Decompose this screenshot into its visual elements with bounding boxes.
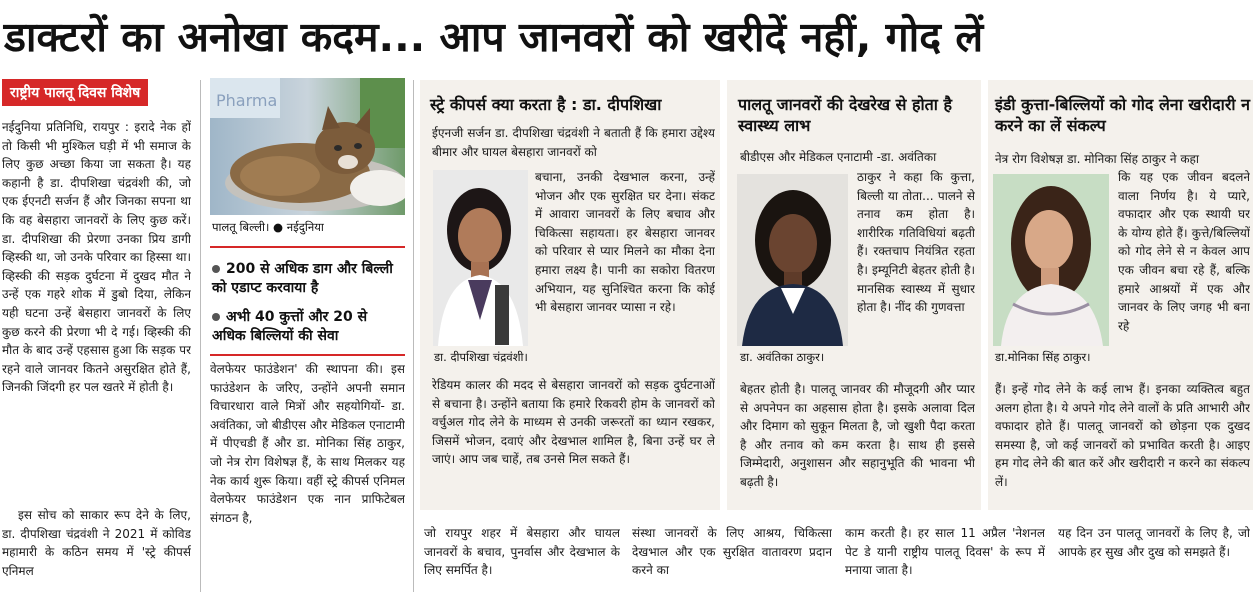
bottom-col-3: काम करती है। हर साल 11 अप्रैल 'नेशनल पेट डे यानी राष्ट्रीय पालतू दिवस' के रूप में मनाया जाता है। [845, 526, 1045, 578]
column-1-text: नईदुनिया प्रतिनिधि, रायपुर : इरादे नेक हों तो किसी भी मुश्किल घड़ी में भी समाज के लिए कुछ अच्छा किया जा सकता है। यह कहानी है डा. दीपशिखा चंद्रवंशी की, जो एक ईएनटी सर्जन हैं और जिनका सपना था कि वह बेसहारा जानवरों के लिए कुछ करें। डा. दीपशिखा की प्रेरणा उनका प्रिय डागी व्हिस्की था, जो उनके परिवार का हिस्सा था। व्हिस्की की सड़क दुर्घटना में दुखद मौत ने उन्हें एक गहरे शोक में डुबो दिया, लेकिन यही घटना उन्हें बेसहारा जानवरों के लिए कुछ करने की प्रेरणा भी दे गई। व्हिस्की की मौत के बाद उन्हें एहसास हुआ कि सड़क पर रहने वाले जानवर कितने असुरक्षित होते हैं, जिनकी जिंदगी हर पल खतरे में होती है। [2, 120, 191, 395]
portrait-caption-avantika: डा. अवंतिका ठाकुर। [740, 350, 825, 364]
panel-1-bottom-text: रेडियम कालर की मदद से बेसहारा जानवरों को सड़क दुर्घटनाओं से बचाना है। उन्होंने बताया कि हमारे रिकवरी होम के जानवरों को वर्चुअल गोद लेने के माध्यम से उनकी जरूरतों का ध्यान रखकर, जिसमें भोजन, दवाएं और देखभाल शामिल है, बिना उन्हें घर ले जाएं। आप जब चाहें, तब उनसे मिल सकते हैं। [432, 378, 715, 467]
panel-3-intro: नेत्र रोग विशेषज्ञ डा. मोनिका सिंह ठाकुर ने कहा [995, 152, 1200, 166]
panel-1-heading: स्ट्रे कीपर्स क्या करता है : डा. दीपशिखा [430, 95, 662, 114]
bottom-col-2: संस्था जानवरों के लिए आश्रय, चिकित्सा देखभाल और एक सुरक्षित वातावरण प्रदान करने का [632, 526, 832, 578]
column-separator [200, 80, 201, 592]
cat-photo [210, 78, 405, 215]
bottom-col-4: यह दिन उन पालतू जानवरों के लिए है, जो आपके हर सुख और दुख को समझते हैं। [1058, 526, 1250, 559]
divider [210, 246, 405, 248]
panel-3-bottom-text: हैं। इन्हें गोद लेने के कई लाभ हैं। इनका व्यक्तित्व बहुत अलग होता है। ये अपने गोद लेने वालों के प्रति आभारी और वफादार होते हैं। पालतू जानवरों को छोड़ना एक दुखद समस्या है, जो कई जानवरों को प्रभावित करती है। आइए हम गोद लेने की बात करें और खरीदारी न करने का संकल्प लें। [995, 382, 1250, 489]
photo-sign-text: Pharma [216, 91, 278, 110]
panel-1-intro: ईएनजी सर्जन डा. दीपशिखा चंद्रवंशी ने बताती हैं कि हमारा उद्देश्य बीमार और घायल बेसहारा जानवरों को [432, 126, 715, 159]
portrait-monika [993, 174, 1109, 346]
section-tag: राष्ट्रीय पालतू दिवस विशेष [2, 79, 148, 106]
panel-3-heading: इंडी कुत्ता-बिल्लियों को गोद लेना खरीदारी न करने का लें संकल्प [995, 95, 1250, 135]
panel-2-side-text: ठाकुर ने कहा कि कुत्ता, बिल्ली या तोता... पालने से तनाव कम होता है। शारीरिक गतिविधियां बढ़ती हैं। रक्तचाप नियंत्रित रहता है। इम्यूनिटी बेहतर होती है। मानसिक स्वास्थ्य में सुधार होता है। नींद की गुणवत्ता [857, 170, 975, 315]
panel-2-heading: पालतू जानवरों की देखरेख से होता है स्वास्थ्य लाभ [738, 95, 952, 135]
panel-1-side-text: बचाना, उनकी देखभाल करना, उन्हें भोजन और एक सुरक्षित घर देना। संकट में आवारा जानवरों के लिए बचाव और चिकित्सा सहायता। हर बेसहारा जानवर को परिवार से प्यार मिलने का मौका देना हमारा लक्ष्य है। पानी का सकोरा वितरण अभियान, यह सुनिश्चित करना कि कोई भी बेसहारा जानवर प्यासा न रहे। [535, 170, 715, 315]
portrait-caption-deepshikha: डा. दीपशिखा चंद्रवंशी। [434, 350, 528, 364]
panel-2-bottom-text: बेहतर होती है। पालतू जानवर की मौजूदगी और प्यार से अपनेपन का अहसास होता है। इसके अलावा दिल और दिमाग को सुकून मिलता है, जो खुशी पैदा करता है और तनाव को कम करता है। साथ ही इससे जिम्मेदारी, अनुशासन और सहानुभूति की भावना भी बढ़ती है। [740, 382, 975, 489]
portrait-caption-monika: डा.मोनिका सिंह ठाकुर। [995, 350, 1091, 364]
panel-3-side-text: कि यह एक जीवन बदलने वाला निर्णय है। ये प्यारे, वफादार और एक स्थायी घर के योग्य होते हैं। कुत्ते/बिल्लियों को गोद लेने से न केवल आप एक जीवन बचा रहे हैं, बल्कि हमारे आश्रयों में एक और जानवर के लिए जगह भी बना रहे [1118, 170, 1250, 333]
column-2-text: वेलफेयर फाउंडेशन' की स्थापना की। इस फाउंडेशन के जरिए, उन्होंने अपनी समान विचारधारा वाले मित्रों और सहयोगियों- डा. अवंतिका, जो बीडीएस और मेडिकल एनाटामी में पीएचडी हैं और डा. मोनिका सिंह ठाकुर, जो नेत्र रोग विशेषज्ञ हैं, के साथ मिलकर यह नेक कार्य शुरू किया। वहीं स्ट्रे कीपर्स एनिमल वेलफेयर फाउंडेशन एक नान प्राफिटेबल संगठन है, [210, 362, 405, 525]
column-separator [413, 80, 414, 592]
panel-2-intro: बीडीएस और मेडिकल एनाटामी -डा. अवंतिका [740, 150, 937, 164]
portrait-avantika [737, 174, 848, 346]
stat-bullet-2: अभी 40 कुत्तों और 20 से अधिक बिल्लियों की सेवा [212, 308, 405, 346]
headline: डाक्टरों का अनोखा कदम... आप जानवरों को खरीदें नहीं, गोद लें [4, 13, 984, 61]
portrait-deepshikha [433, 170, 528, 346]
stat-bullet-1: 200 से अधिक डाग और बिल्ली को एडाप्ट करवाया है [212, 260, 405, 298]
divider [210, 354, 405, 356]
cat-photo-caption: पालतू बिल्ली। ● नईदुनिया [212, 220, 324, 234]
bottom-col-1: जो रायपुर शहर में बेसहारा और घायल जानवरों के बचाव, पुनर्वास और देखभाल के लिए समर्पित है। [424, 526, 620, 578]
column-1-text-continued: इस सोच को साकार रूप देने के लिए, डा. दीपशिखा चंद्रवंशी ने 2021 में कोविड महामारी के कठिन समय में 'स्ट्रे कीपर्स एनिमल [2, 508, 191, 578]
